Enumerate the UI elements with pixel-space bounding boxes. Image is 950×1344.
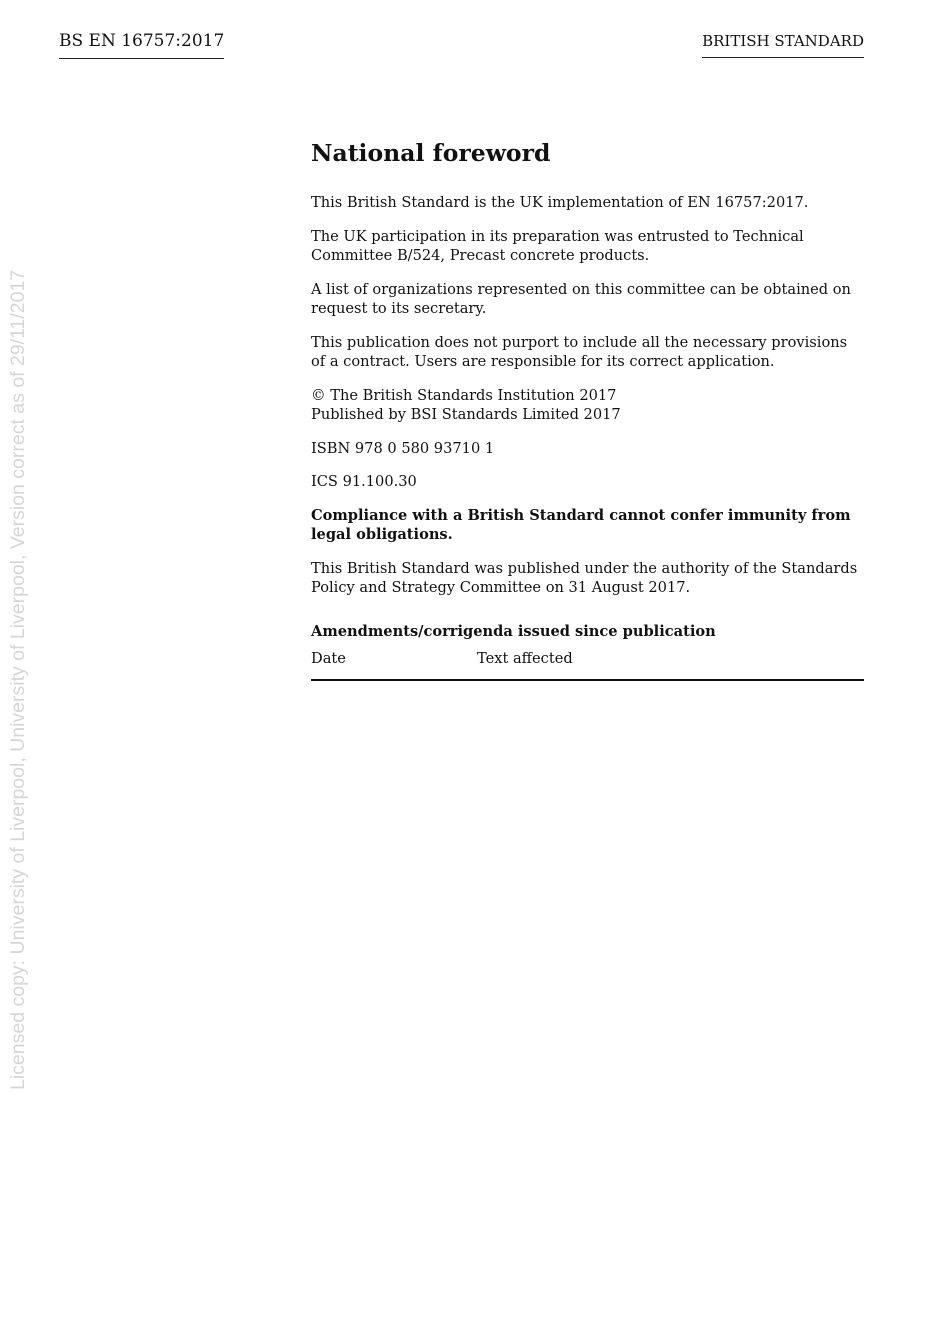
provisions-paragraph: This publication does not purport to include all the necessary provisions of a contract. Users are responsible for its correct application. xyxy=(311,333,848,370)
committee-paragraph: The UK participation in its preparation was entrusted to Technical Committee B/524, Precast concrete products. xyxy=(311,227,804,264)
national-foreword-section xyxy=(311,138,864,681)
standard-series-label: BRITISH STANDARD xyxy=(702,31,864,58)
amendments-table xyxy=(311,649,864,681)
organizations-paragraph: A list of organizations represented on this committee can be obtained on request to its secretary. xyxy=(311,280,851,317)
document-number: BS EN 16757:2017 xyxy=(59,30,224,59)
authority-statement: This British Standard was published under the authority of the Standards Policy and Strategy Committee on 31 August 2017. xyxy=(311,559,858,596)
isbn-line: ISBN 978 0 580 93710 1 xyxy=(311,439,495,457)
column-header-date: Date xyxy=(311,649,477,680)
ics-line: ICS 91.100.30 xyxy=(311,473,417,490)
implementation-paragraph: This British Standard is the UK implementation of EN 16757:2017. xyxy=(311,194,809,211)
amendments-header-row xyxy=(311,649,864,680)
column-header-text-affected: Text affected xyxy=(477,649,864,680)
publisher-line: Published by BSI Standards Limited 2017 xyxy=(311,406,621,423)
copyright-line: © The British Standards Institution 2017 xyxy=(311,386,617,404)
page-title: National foreword xyxy=(311,139,551,167)
license-watermark: Licensed copy: University of Liverpool, University of Liverpool, Version correct as of 29/11/2017 xyxy=(7,269,29,1090)
compliance-notice: Compliance with a British Standard cannot confer immunity from legal obligations. xyxy=(311,506,851,543)
copyright-block xyxy=(311,386,864,425)
amendments-title: Amendments/corrigenda issued since publication xyxy=(311,622,716,640)
